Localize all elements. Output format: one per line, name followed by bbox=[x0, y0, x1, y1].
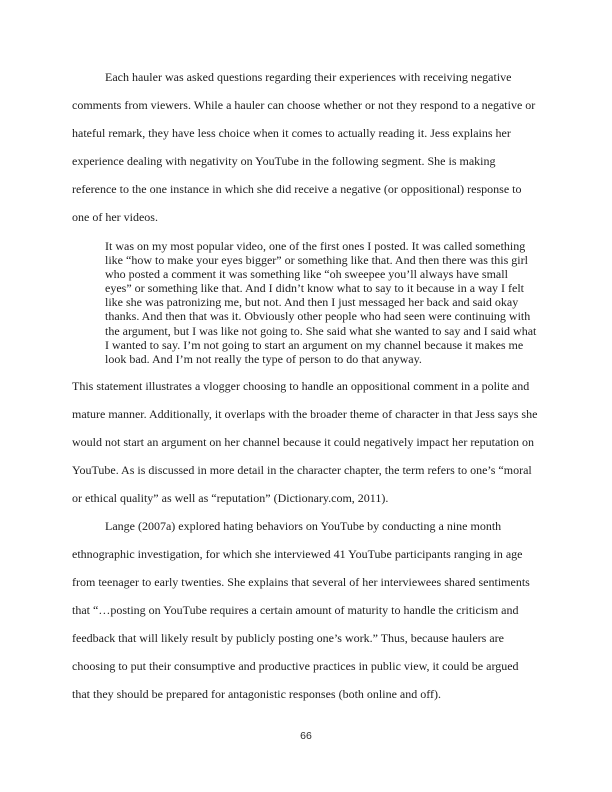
text-line: feedback that will likely result by publicly posting one’s work.” Thus, because haulers are bbox=[72, 630, 504, 645]
text-line: the argument, but I was like not going to. She said what she wanted to say and I said what bbox=[105, 323, 537, 338]
text-line: comments from viewers. While a hauler can choose whether or not they respond to a negative or bbox=[72, 98, 536, 112]
text-line: choosing to put their consumptive and productive practices in public view, it could be argued bbox=[72, 658, 519, 673]
text-line: like “how to make your eyes bigger” or something like that. And then there was this girl bbox=[105, 253, 528, 268]
text-line: thanks. And then that was it. Obviously other people who had seen were continuing with bbox=[105, 309, 531, 324]
text-line: like she was patronizing me, but not. And then I just messaged her back and said okay bbox=[105, 295, 519, 310]
text-line: that they should be prepared for antagonistic responses (both online and off). bbox=[72, 686, 442, 701]
text-line: hateful remark, they have less choice when it comes to actually reading it. Jess explains her bbox=[72, 126, 511, 140]
body-text bbox=[72, 63, 540, 708]
text-line: Lange (2007a) explored hating behaviors on YouTube by conducting a nine month bbox=[105, 518, 502, 533]
paragraph-lange bbox=[72, 512, 540, 708]
text-line: I wanted to say. I’m not going to start an argument on my channel because it makes me bbox=[105, 337, 524, 352]
text-line: reference to the one instance in which she did receive a negative (or oppositional) response to bbox=[72, 182, 522, 196]
text-line: This statement illustrates a vlogger choosing to handle an oppositional comment in a polite and bbox=[72, 378, 530, 393]
paragraph-intro bbox=[72, 63, 540, 231]
text-line: from teenager to early twenties. She explains that several of her interviewees shared sentiments bbox=[72, 574, 530, 589]
text-line: would not start an argument on her channel because it could negatively impact her reputation on bbox=[72, 434, 534, 449]
text-line: who posted a comment it was something like “oh sweepee you’ll always have small bbox=[105, 267, 508, 282]
text-line: look bad. And I’m not really the type of person to do that anyway. bbox=[105, 351, 422, 366]
paragraph-analysis bbox=[72, 372, 540, 512]
block-quote-jess bbox=[105, 239, 540, 366]
text-line: ethnographic investigation, for which she interviewed 41 YouTube participants ranging in age bbox=[72, 546, 523, 561]
text-line: It was on my most popular video, one of the first ones I posted. It was called something bbox=[105, 239, 526, 253]
page-number: 66 bbox=[300, 730, 312, 742]
text-line: or ethical quality” as well as “reputation” (Dictionary.com, 2011). bbox=[72, 490, 389, 505]
text-line: mature manner. Additionally, it overlaps with the broader theme of character in that Jess says she bbox=[72, 406, 538, 421]
text-line: one of her videos. bbox=[72, 210, 158, 224]
text-line: Each hauler was asked questions regarding their experiences with receiving negative bbox=[105, 70, 512, 84]
text-line: experience dealing with negativity on YouTube in the following segment. She is making bbox=[72, 154, 496, 168]
text-line: that “…posting on YouTube requires a certain amount of maturity to handle the criticism and bbox=[72, 602, 519, 617]
text-line: YouTube. As is discussed in more detail in the character chapter, the term refers to one’s “moral bbox=[72, 462, 532, 477]
text-line: eyes” or something like that. And I didn’t know what to say to it because in a way I felt bbox=[105, 281, 525, 296]
